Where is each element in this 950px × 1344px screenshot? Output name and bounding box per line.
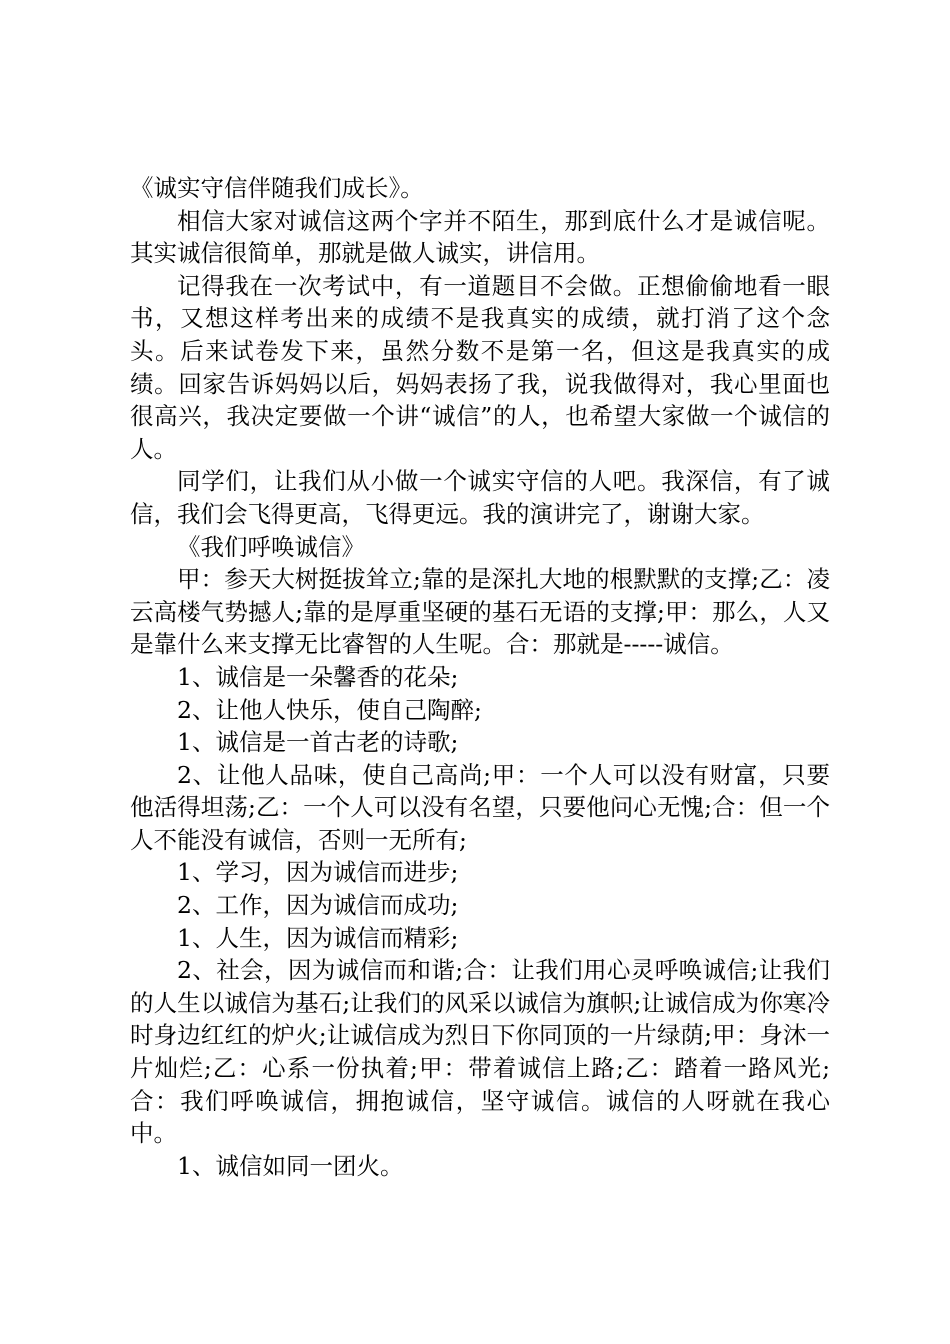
list-item: 2、让他人品味，使自己高尚;甲：一个人可以没有财富，只要他活得坦荡;乙：一个人可以没有名望，只要他问心无愧;合：但一个人不能没有诚信，否则一无所有; bbox=[130, 760, 830, 854]
list-item: 1、诚信是一朵馨香的花朵; bbox=[177, 662, 459, 691]
section-title: 《我们呼唤诚信》 bbox=[177, 532, 365, 561]
document-body bbox=[130, 172, 830, 1182]
list-item: 1、诚信如同一团火。 bbox=[177, 1151, 404, 1180]
paragraph: 同学们，让我们从小做一个诚实守信的人吧。我深信，有了诚信，我们会飞得更高，飞得更远。我的演讲完了，谢谢大家。 bbox=[130, 467, 830, 528]
paragraph: 相信大家对诚信这两个字并不陌生，那到底什么才是诚信呢。其实诚信很简单，那就是做人诚实，讲信用。 bbox=[130, 206, 830, 268]
list-item: 1、诚信是一首古老的诗歌; bbox=[177, 728, 459, 757]
paragraph-title: 《诚实守信伴随我们成长》。 bbox=[130, 174, 424, 202]
list-item: 2、让他人快乐，使自己陶醉; bbox=[177, 695, 482, 724]
paragraph: 甲：参天大树挺拔耸立;靠的是深扎大地的根默默的支撑;乙：凌云高楼气势撼人;靠的是厚重坚硬的基石无语的支撑;甲：那么，人又是靠什么来支撑无比睿智的人生呢。合：那就是-----诚信。 bbox=[130, 565, 830, 659]
paragraph: 记得我在一次考试中，有一道题目不会做。正想偷偷地看一眼书，又想这样考出来的成绩不是我真实的成绩，就打消了这个念头。后来试卷发下来，虽然分数不是第一名，但这是我真实的成绩。回家告诉妈妈以后，妈妈表扬了我，说我做得对，我心里面也很高兴，我决定要做一个讲“诚信”的人，也希望大家做一个诚信的人。 bbox=[130, 271, 830, 463]
list-item: 2、社会，因为诚信而和谐;合：让我们用心灵呼唤诚信;让我们的人生以诚信为基石;让我们的风采以诚信为旗帜;让诚信成为你寒冷时身边红红的炉火;让诚信成为烈日下你同顶的一片绿荫;甲：身沐一片灿烂;乙：心系一份执着;甲：带着诚信上路;乙：踏着一路风光;合：我们呼唤诚信，拥抱诚信，坚守诚信。诚信的人呀就在我心中。 bbox=[130, 956, 830, 1148]
list-item: 1、学习，因为诚信而进步; bbox=[177, 858, 459, 887]
list-item: 2、工作，因为诚信而成功; bbox=[177, 891, 459, 920]
list-item: 1、人生，因为诚信而精彩; bbox=[177, 923, 459, 952]
